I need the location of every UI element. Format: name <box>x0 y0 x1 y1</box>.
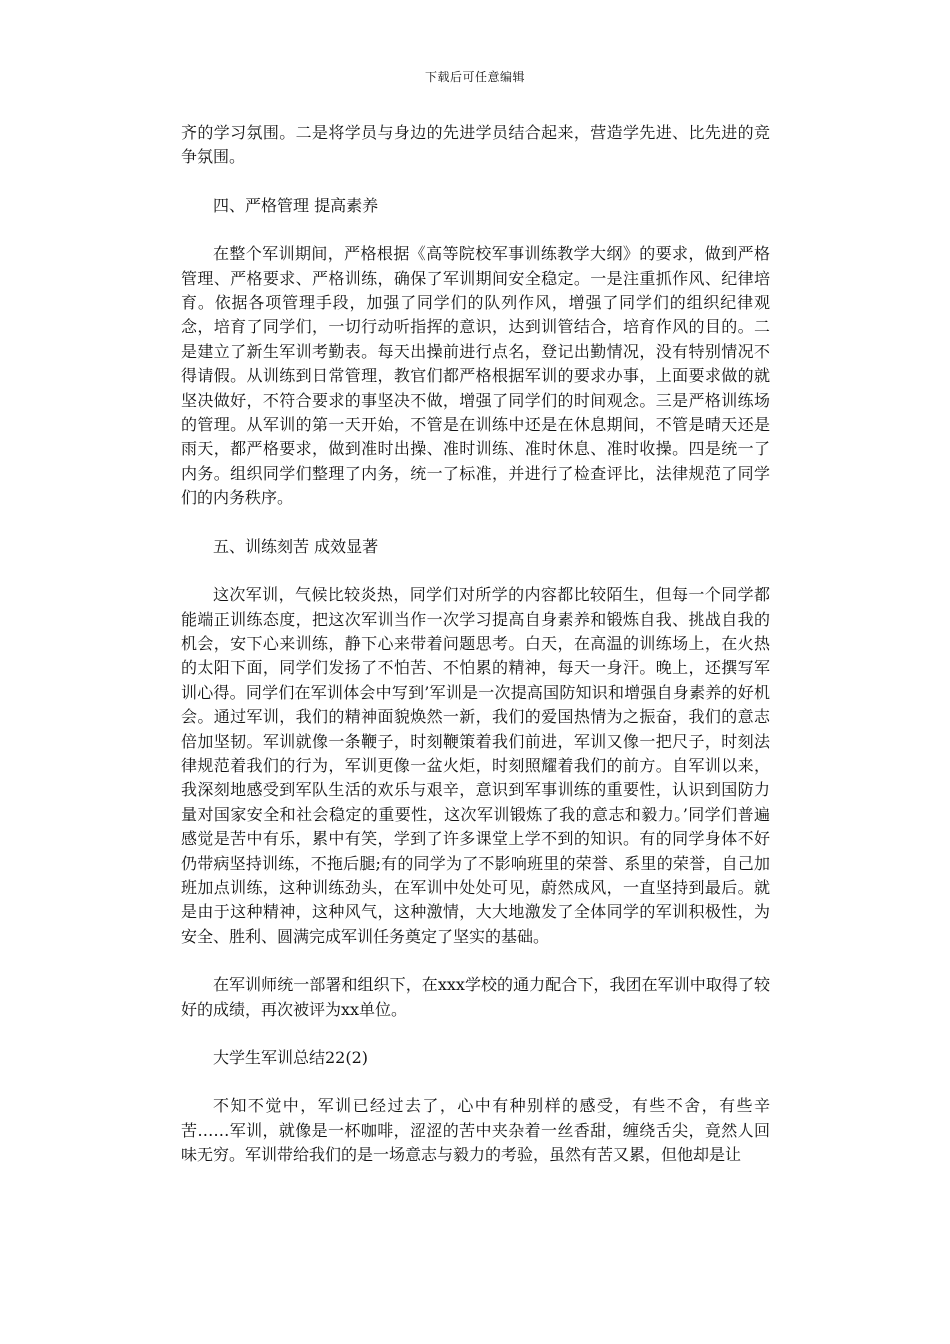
paragraph-opening: 不知不觉中，军训已经过去了，心中有种别样的感受，有些不舍，有些辛苦……军训，就像是一杯咖啡，涩涩的苦中夹杂着一丝香甜，缠绕舌尖，竟然人回味无穷。军训带给我们的是一场意志与毅力的考验，虽然有苦又累，但他却是让 <box>181 1096 770 1165</box>
section-heading-4: 四、严格管理 提高素养 <box>213 195 379 215</box>
paragraph-continuation: 齐的学习氛围。二是将学员与身边的先进学员结合起来，营造学先进、比先进的竞争氛围。 <box>181 123 770 167</box>
article-title: 大学生军训总结22(2) <box>213 1048 369 1067</box>
page-header: 下载后可任意编辑 <box>424 70 525 84</box>
paragraph-training-results: 这次军训，气候比较炎热，同学们对所学的内容都比较陌生，但每一个同学都能端正训练态度，把这次军训当作一次学习提高自身素养和锻炼自我、挑战自我的机会，安下心来训练，静下心来带着问题思考。白天，在高温的训练场上，在火热的太阳下面，同学们发扬了不怕苦、不怕累的精神，每天一身汗。晚上，还撰写军训心得。同学们在军训体会中写到’军训是一次提高国防知识和增强自身素养的好机会。通过军训，我们的精神面貌焕然一新，我们的爱国热情为之振奋，我们的意志倍加坚韧。军训就像一条鞭子，时刻鞭策着我们前进，军训又像一把尺子，时刻法律规范着我们的行为，军训更像一盆火炬，时刻照耀着我们的前方。自军训以来，我深刻地感受到军队生活的欢乐与艰辛，意识到军事训练的重要性，认识到国防力量对国家安全和社会稳定的重要性，这次军训锻炼了我的意志和毅力。’同学们普遍感觉是苦中有乐，累中有笑，学到了许多课堂上学不到的知识。有的同学身体不好仍带病坚持训练，不拖后腿;有的同学为了不影响班里的荣誉、系里的荣誉，自己加班加点训练，这种训练劲头，在军训中处处可见，蔚然成风，一直坚持到最后。就是由于这种精神，这种风气，这种激情，大大地激发了全体同学的军训积极性，为安全、胜利、圆满完成军训任务奠定了坚实的基础。 <box>181 585 770 946</box>
paragraph-strict-management: 在整个军训期间，严格根据《高等院校军事训练教学大纲》的要求，做到严格管理、严格要求、严格训练，确保了军训期间安全稳定。一是注重抓作风、纪律培育。依据各项管理手段，加强了同学们的队列作风，增强了同学们的组织纪律观念，培育了同学们，一切行动听指挥的意识，达到训管结合，培育作风的目的。二是建立了新生军训考勤表。每天出操前进行点名，登记出勤情况，没有特别情况不得请假。从训练到日常管理，教官们都严格根据军训的要求办事，上面要求做的就坚决做好，不符合要求的事坚决不做，增强了同学们的时间观念。三是严格训练场的管理。从军训的第一天开始，不管是在训练中还是在休息期间，不管是晴天还是雨天，都严格要求，做到准时出操、准时训练、准时休息、准时收操。四是统一了内务。组织同学们整理了内务，统一了标准，并进行了检查评比，法律规范了同学们的内务秩序。 <box>181 244 770 508</box>
paragraph-conclusion: 在军训师统一部署和组织下，在xxx学校的通力配合下，我团在军训中取得了较好的成绩，再次被评为xx单位。 <box>181 975 770 1019</box>
section-heading-5: 五、训练刻苦 成效显著 <box>213 536 379 556</box>
document-body <box>181 121 770 1168</box>
